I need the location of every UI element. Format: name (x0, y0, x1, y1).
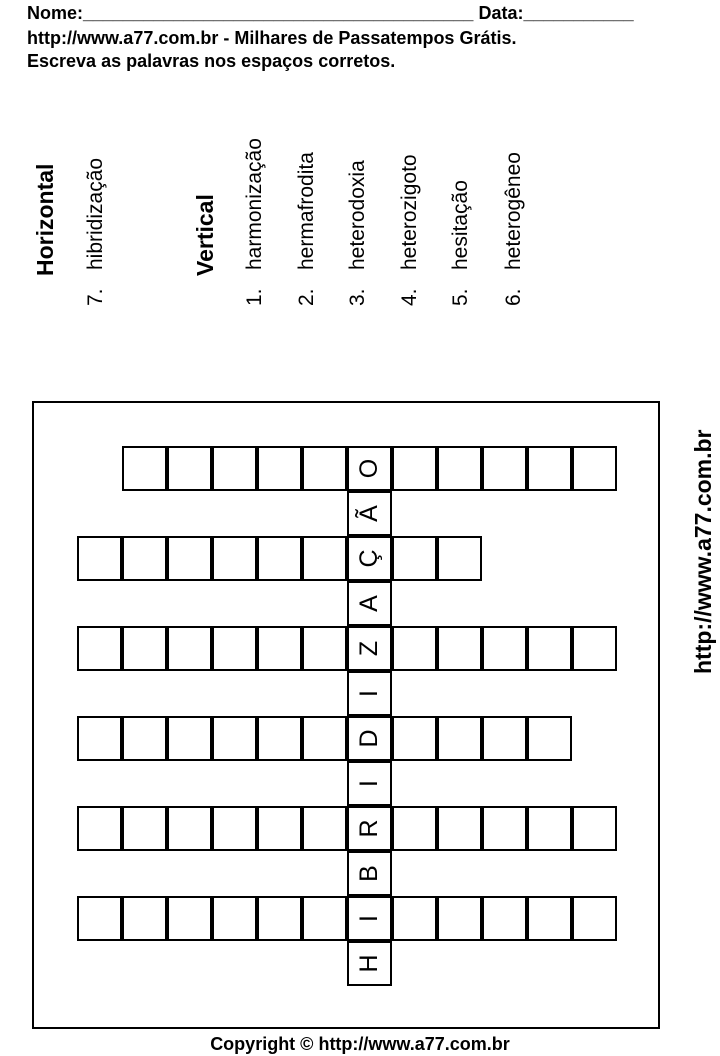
grid-cell[interactable] (482, 806, 527, 851)
grid-cell[interactable] (257, 536, 302, 581)
key-letter: R (355, 819, 383, 838)
key-letter: B (355, 865, 383, 882)
grid-cell[interactable] (212, 446, 257, 491)
grid-cell[interactable] (122, 626, 167, 671)
grid-cell[interactable] (437, 626, 482, 671)
clue-word: hermafrodita (295, 152, 318, 270)
grid-cell[interactable] (77, 716, 122, 761)
clue-word: heterodoxia (346, 160, 369, 270)
name-date-line (27, 2, 634, 24)
clue-word: heterozigoto (398, 154, 421, 270)
grid-cell[interactable] (167, 626, 212, 671)
grid-cell[interactable] (302, 446, 347, 491)
grid-cell[interactable] (122, 896, 167, 941)
grid-cell[interactable] (167, 446, 212, 491)
clue-word: hibridização (84, 157, 107, 270)
key-letter: Ç (355, 549, 383, 568)
key-letter: D (355, 729, 383, 748)
grid-cell[interactable] (527, 626, 572, 671)
grid-cell[interactable] (572, 806, 617, 851)
clue-number: 4. (398, 288, 421, 306)
grid-cell[interactable] (302, 626, 347, 671)
clue-vertical-3 (346, 160, 370, 306)
clue-number: 7. (84, 288, 107, 306)
clue-number: 1. (243, 288, 266, 306)
grid-cell[interactable] (392, 626, 437, 671)
grid-cell[interactable] (167, 536, 212, 581)
clue-vertical-6 (502, 152, 526, 306)
grid-cell[interactable] (527, 446, 572, 491)
grid-cell[interactable] (482, 896, 527, 941)
clue-number: 2. (295, 288, 318, 306)
grid-cell[interactable] (572, 626, 617, 671)
grid-cell[interactable] (167, 806, 212, 851)
grid-cell[interactable] (302, 716, 347, 761)
key-letter: Ã (355, 505, 383, 522)
grid-cell[interactable] (392, 896, 437, 941)
clue-vertical-4 (398, 154, 422, 306)
grid-cell[interactable] (212, 626, 257, 671)
copyright: Copyright © http://www.a77.com.br (210, 1034, 510, 1054)
grid-cell[interactable] (167, 716, 212, 761)
grid-cell[interactable] (482, 716, 527, 761)
key-letter: Z (355, 640, 383, 657)
clue-number: 5. (449, 288, 472, 306)
grid-cell[interactable] (212, 716, 257, 761)
grid-cell[interactable] (572, 446, 617, 491)
clue-horizontal-7 (84, 158, 108, 306)
grid-cell[interactable] (167, 896, 212, 941)
grid-cell[interactable] (482, 626, 527, 671)
grid-cell[interactable] (437, 536, 482, 581)
grid-cell[interactable] (392, 446, 437, 491)
clue-vertical-5 (449, 180, 473, 306)
side-url: http://www.a77.com.br (690, 429, 716, 674)
grid-cell[interactable] (122, 806, 167, 851)
grid-cell[interactable] (527, 716, 572, 761)
clue-number: 3. (346, 288, 369, 306)
grid-cell[interactable] (122, 446, 167, 491)
clue-word: harmonização (243, 138, 266, 270)
grid-cell[interactable] (257, 716, 302, 761)
grid-cell[interactable] (212, 536, 257, 581)
grid-cell[interactable] (302, 896, 347, 941)
key-letter: A (355, 595, 383, 612)
grid-cell[interactable] (212, 806, 257, 851)
grid-cell[interactable] (122, 716, 167, 761)
vertical-title: Vertical (192, 194, 218, 276)
grid-cell[interactable] (212, 896, 257, 941)
grid-cell[interactable] (572, 896, 617, 941)
key-letter: I (355, 915, 383, 922)
grid-cell[interactable] (77, 536, 122, 581)
grid-cell[interactable] (437, 896, 482, 941)
grid-cell[interactable] (77, 806, 122, 851)
name-field-line[interactable]: _______________________________________ (83, 3, 474, 23)
clue-word: hesitação (449, 180, 472, 270)
grid-cell[interactable] (527, 806, 572, 851)
grid-cell[interactable] (257, 446, 302, 491)
grid-cell[interactable] (302, 806, 347, 851)
grid-cell[interactable] (392, 536, 437, 581)
grid-cell[interactable] (437, 446, 482, 491)
grid-cell[interactable] (392, 806, 437, 851)
horizontal-title: Horizontal (32, 163, 58, 276)
instruction: Escreva as palavras nos espaços corretos. (27, 51, 396, 71)
clue-word: heterogêneo (502, 152, 525, 270)
grid-cell[interactable] (437, 716, 482, 761)
grid-cell[interactable] (302, 536, 347, 581)
name-label: Nome: (27, 3, 84, 23)
key-letter: O (355, 458, 383, 479)
grid-cell[interactable] (437, 806, 482, 851)
grid-cell[interactable] (77, 896, 122, 941)
clue-vertical-2 (295, 152, 319, 306)
grid-cell[interactable] (527, 896, 572, 941)
date-field-line[interactable]: ___________ (523, 3, 634, 23)
clue-vertical-1 (243, 138, 267, 306)
key-letter: I (355, 690, 383, 697)
key-letter: H (355, 954, 383, 973)
grid-cell[interactable] (257, 896, 302, 941)
grid-cell[interactable] (77, 626, 122, 671)
grid-cell[interactable] (482, 446, 527, 491)
grid-cell[interactable] (392, 716, 437, 761)
key-letter: I (355, 780, 383, 787)
grid-cell[interactable] (122, 536, 167, 581)
date-label: Data: (478, 3, 524, 23)
site-line: http://www.a77.com.br - Milhares de Passatempos Grátis. (27, 28, 517, 48)
clue-number: 6. (502, 288, 525, 306)
grid-cell[interactable] (257, 806, 302, 851)
grid-cell[interactable] (257, 626, 302, 671)
